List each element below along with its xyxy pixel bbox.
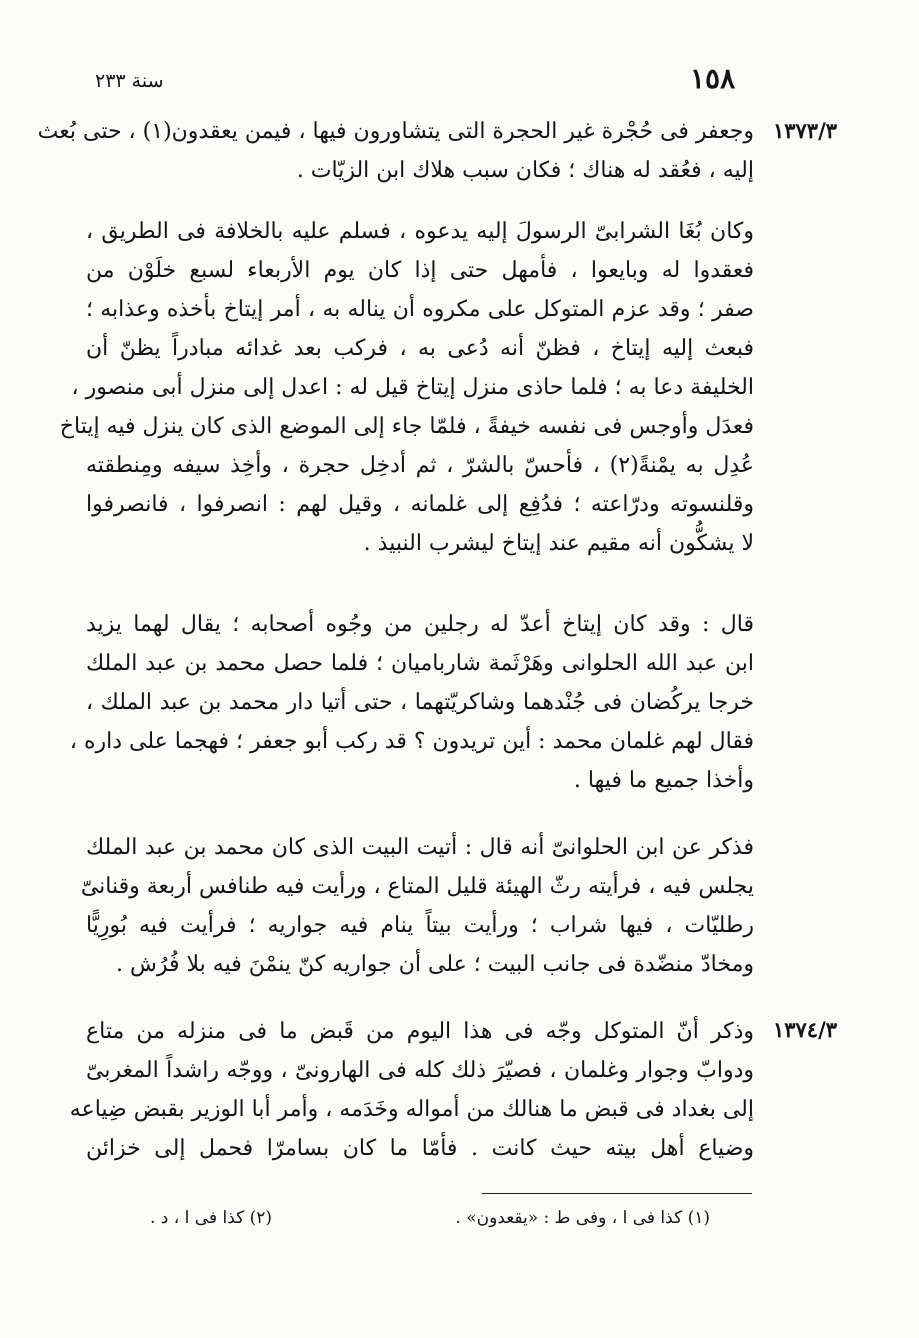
text-line: فذكر عن ابن الحلوانىّ أنه قال : أتيت البيت الذى كان محمد بن عبد الملك xyxy=(86,835,754,860)
text-line: قال : وقد كان إيتاخ أعدّ له رجلين من وجُوه أصحابه ؛ يقال لهما يزيد xyxy=(86,612,754,637)
footnote-2: (٢) كذا فى ا ، د . xyxy=(150,1208,273,1228)
text-line: وجعفر فى حُجْرة غير الحجرة التى يتشاورون فيها ، فيمن يعقدون(١) ، حتى بُعث xyxy=(37,119,754,144)
margin-reference: ١٣٧٤/٣ xyxy=(772,1017,838,1042)
text-line: إلى بغداد فى قبض ما هنالك من أمواله وخَدَمه ، وأمر أبا الوزير بقبض ضِياعه xyxy=(69,1097,754,1122)
footnote-divider xyxy=(482,1193,752,1194)
paragraph xyxy=(69,605,754,800)
text-line: فقال لهم غلمان محمد : أين تريدون ؟ قد ركب أبو جعفر ؛ فهجما على داره ، xyxy=(69,729,754,754)
margin-reference: ١٣٧٣/٣ xyxy=(772,118,838,143)
text-line: صفر ؛ وقد عزم المتوكل على مكروه أن يناله به ، أمر إيتاخ بأخذه وعذابه ؛ xyxy=(86,297,754,322)
paragraph xyxy=(59,212,754,563)
text-line: ابن عبد الله الحلوانى وهَرْثَمة شارباميان ؛ فلما حصل محمد بن عبد الملك xyxy=(86,651,754,676)
text-line: الخليفة دعا به ؛ فلما حاذى منزل إيتاخ قيل له : اعدل إلى منزل أبى منصور ، xyxy=(71,375,754,400)
text-line: إليه ، فعُقد له هناك ؛ فكان سبب هلاك ابن الزيّات . xyxy=(296,158,754,183)
text-line: لا يشكُّون أنه مقيم عند إيتاخ ليشرب النبيذ . xyxy=(363,531,754,556)
paragraph xyxy=(80,828,754,984)
text-line: خرجا يركُضان فى جُنْدهما وشاكريّتهما ، حتى أتيا دار محمد بن عبد الملك ، xyxy=(86,690,754,715)
text-line: يجلس فيه ، فرأيته رثّ الهيئة قليل المتاع ، ورأيت فيه طنافس أربعة وقنانىّ xyxy=(80,874,754,899)
footnotes xyxy=(150,1208,710,1228)
text-line: عُدِل به يمْنةً(٢) ، فأحسّ بالشرّ ، ثم أدخِل حجرة ، وأخِذ سيفه ومِنطقته xyxy=(86,453,754,478)
text-line: فعقدوا له وبايعوا ، فأمهل حتى إذا كان يوم الأربعاء لسبع خلَوْن من xyxy=(86,258,754,283)
text-line: ودوابّ وجوار وغلمان ، فصيّرَ ذلك كله فى الهارونىّ ، ووجّه راشداً المغربىّ xyxy=(86,1058,754,1083)
text-line: وأخذا جميع ما فيها . xyxy=(573,768,754,793)
text-line: وضياع أهل بيته حيث كانت . فأمّا ما كان بسامرّا فحمل إلى خزائن xyxy=(86,1136,754,1161)
text-line: وكان بُغَا الشرابىّ الرسولَ إليه يدعوه ، فسلم عليه بالخلافة فى الطريق ، xyxy=(86,219,754,244)
text-line: فعدَل وأوجس فى نفسه خيفةً ، فلمّا جاء إلى الموضع الذى كان ينزل فيه إيتاخ xyxy=(59,414,754,439)
text-line: ومخادّ منضّدة فى جانب البيت ؛ على أن جواريه كنّ ينمْنَ فيه بلا فُرُش . xyxy=(116,952,754,977)
paragraph xyxy=(37,112,754,190)
text-line: وذكر أنّ المتوكل وجّه فى هذا اليوم من قَبض ما فى منزله من متاع xyxy=(86,1019,754,1044)
paragraph xyxy=(69,1012,754,1168)
page-number: ١٥٨ xyxy=(690,62,736,95)
footnote-1: (١) كذا فى ا ، وفى ط : «يقعدون» . xyxy=(455,1208,710,1228)
text-line: فبعث إليه إيتاخ ، فظنّ أنه دُعى به ، فركب بعد غدائه مبادراً يظنّ أن xyxy=(86,336,754,361)
running-header-year: سنة ٢٣٣ xyxy=(95,70,164,92)
text-line: وقلنسوته ودرّاعته ؛ فدُفِع إلى غلمانه ، وقيل لهم : انصرفوا ، فانصرفوا xyxy=(86,492,754,517)
text-line: رطليّات ، فيها شراب ؛ ورأيت بيتاً ينام فيه جواريه ؛ فرأيت فيه بُورِيًّا xyxy=(86,913,754,938)
